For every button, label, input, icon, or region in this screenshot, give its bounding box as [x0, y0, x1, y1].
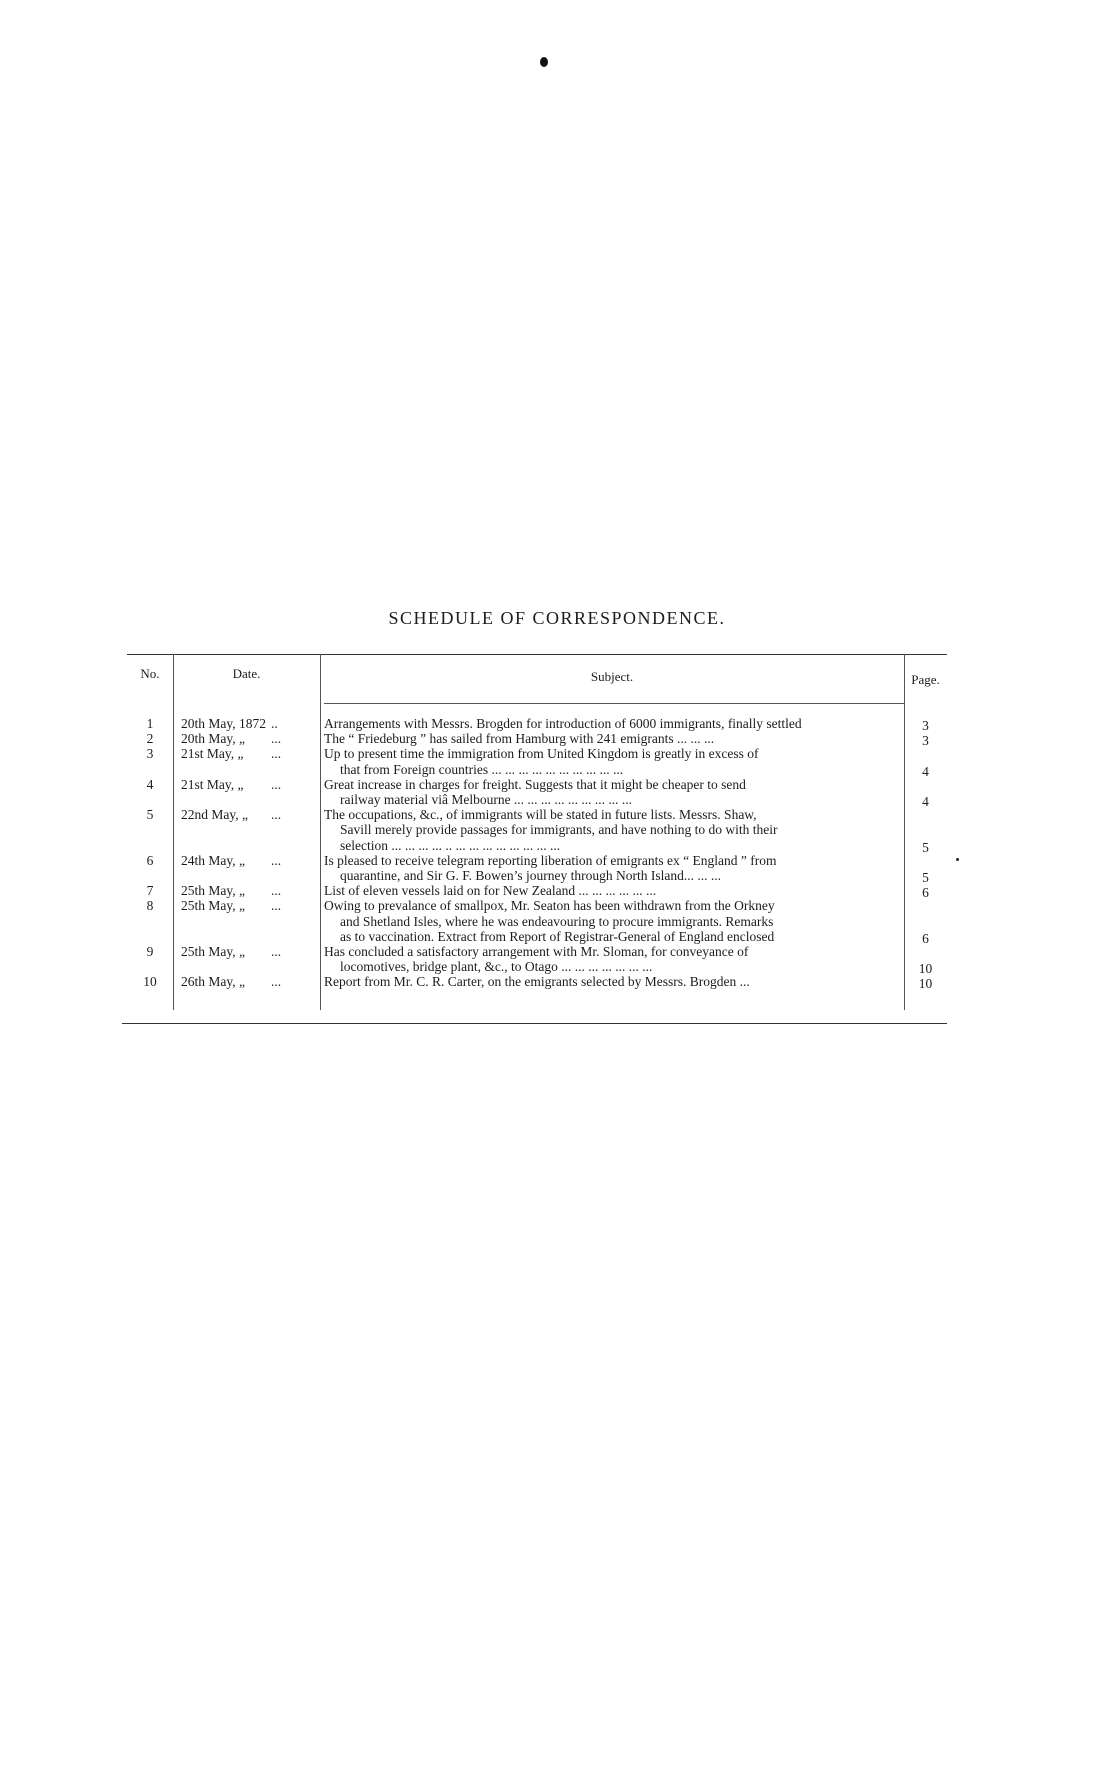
row-date: 21st May, „ — [181, 746, 244, 762]
date-leader-dots: ... — [271, 776, 282, 792]
header-rule — [324, 703, 904, 704]
header-no: No. — [140, 666, 160, 681]
subject-line: Up to present time the immigration from United Kingdom is greatly in excess of — [324, 746, 759, 762]
row-subject — [324, 716, 899, 731]
date-leader-dots: ... — [271, 974, 282, 990]
row-subject — [324, 944, 899, 974]
subject-line: quarantine, and Sir G. F. Bowen’s journey through North Island... ... ... — [340, 868, 721, 884]
row-date-cell — [181, 777, 317, 792]
date-leader-dots: ... — [271, 746, 282, 762]
row-subject — [324, 731, 899, 746]
subject-line: Great increase in charges for freight. Suggests that it might be cheaper to send — [324, 776, 746, 792]
row-number: 6 — [146, 852, 154, 868]
table-row — [127, 716, 947, 731]
row-date: 22nd May, „ — [181, 807, 248, 823]
date-leader-dots: ... — [271, 898, 282, 914]
schedule-table — [127, 654, 947, 1026]
table-row — [127, 974, 947, 992]
header-subject: Subject. — [590, 669, 634, 684]
row-number: 8 — [146, 898, 154, 914]
date-leader-dots: ... — [271, 731, 282, 747]
table-row — [127, 898, 947, 944]
subject-line: The occupations, &c., of immigrants will be stated in future lists. Messrs. Shaw, — [324, 807, 757, 823]
row-number: 1 — [146, 716, 154, 731]
row-number: 9 — [146, 944, 154, 960]
table-row — [127, 883, 947, 901]
subject-line: List of eleven vessels laid on for New Zealand ... ... ... ... ... ... — [324, 883, 657, 899]
date-leader-dots: ... — [271, 883, 282, 899]
ink-speck — [956, 858, 959, 861]
row-subject — [324, 777, 899, 807]
row-page: 3 — [922, 718, 929, 733]
header-date: Date. — [232, 666, 261, 681]
row-date: 20th May, 1872 — [181, 716, 266, 731]
row-page: 10 — [918, 961, 933, 977]
row-date: 25th May, „ — [181, 883, 245, 899]
row-page: 5 — [922, 870, 929, 886]
row-page: 6 — [922, 930, 929, 946]
row-date-cell — [181, 807, 317, 822]
table-top-rule — [127, 654, 947, 655]
row-date-cell — [181, 974, 317, 989]
subject-line: that from Foreign countries ... ... ... ... ... ... ... ... ... ... — [340, 761, 624, 777]
table-row — [127, 746, 947, 779]
row-date: 20th May, „ — [181, 731, 245, 747]
row-date-cell — [181, 883, 317, 898]
subject-line: and Shetland Isles, where he was endeavouring to procure immigrants. Remarks — [340, 913, 774, 929]
table-body — [127, 716, 947, 990]
row-number: 2 — [146, 731, 154, 747]
row-page: 4 — [922, 763, 929, 779]
subject-line: selection ... ... ... ... .. ... ... ... ... ... ... ... ... — [340, 837, 561, 853]
page-title: SCHEDULE OF CORRESPONDENCE. — [388, 608, 726, 628]
row-subject — [324, 807, 899, 853]
row-page: 5 — [922, 839, 929, 855]
subject-line: locomotives, bridge plant, &c., to Otago ... ... ... ... ... ... ... — [340, 959, 653, 975]
subject-line: Owing to prevalance of smallpox, Mr. Seaton has been withdrawn from the Orkney — [324, 898, 775, 914]
subject-line: Is pleased to receive telegram reporting liberation of emigrants ex “ England ” from — [324, 852, 777, 868]
ink-speck — [540, 57, 548, 67]
row-date: 24th May, „ — [181, 852, 245, 868]
table-row — [127, 944, 947, 977]
row-date-cell — [181, 731, 317, 746]
row-date: 26th May, „ — [181, 974, 245, 990]
header-page: Page. — [911, 672, 940, 687]
row-number: 10 — [143, 974, 157, 990]
row-subject — [324, 746, 899, 776]
subject-line: railway material viâ Melbourne ... ... ... ... ... ... ... ... ... — [340, 792, 633, 808]
row-date-cell — [181, 853, 317, 868]
row-subject — [324, 974, 899, 989]
row-subject — [324, 898, 899, 944]
subject-line: Savill merely provide passages for immigrants, and have nothing to do with their — [340, 822, 778, 838]
subject-line: Report from Mr. C. R. Carter, on the emigrants selected by Messrs. Brogden ... — [324, 974, 750, 990]
table-bottom-rule — [122, 1023, 947, 1024]
date-leader-dots: ... — [271, 852, 282, 868]
table-row — [127, 807, 947, 853]
table-row — [127, 776, 947, 810]
row-page: 4 — [922, 794, 929, 810]
subject-line: as to vaccination. Extract from Report of Registrar-General of England enclosed — [340, 928, 775, 944]
table-row — [127, 731, 947, 749]
subject-line: Has concluded a satisfactory arrangement with Mr. Sloman, for conveyance of — [324, 944, 749, 960]
row-number: 3 — [146, 746, 154, 762]
row-page: 3 — [922, 733, 929, 749]
row-number: 5 — [146, 807, 154, 823]
row-date-cell — [181, 944, 317, 959]
subject-line: The “ Friedeburg ” has sailed from Hamburg with 241 emigrants ... ... ... — [324, 731, 715, 747]
row-date-cell — [181, 716, 317, 731]
row-page: 10 — [918, 976, 933, 992]
row-date-cell — [181, 746, 317, 761]
row-page: 6 — [922, 885, 929, 901]
row-date: 21st May, „ — [181, 776, 244, 792]
subject-line: Arrangements with Messrs. Brogden for introduction of 6000 immigrants, finally settled — [324, 716, 802, 731]
date-leader-dots: ... — [271, 944, 282, 960]
row-date: 25th May, „ — [181, 898, 245, 914]
date-leader-dots: .. — [271, 716, 278, 731]
table-row — [127, 852, 947, 886]
row-subject — [324, 853, 899, 883]
row-number: 7 — [146, 883, 154, 899]
row-number: 4 — [146, 776, 154, 792]
date-leader-dots: ... — [271, 807, 282, 823]
row-subject — [324, 883, 899, 898]
row-date: 25th May, „ — [181, 944, 245, 960]
row-date-cell — [181, 898, 317, 913]
